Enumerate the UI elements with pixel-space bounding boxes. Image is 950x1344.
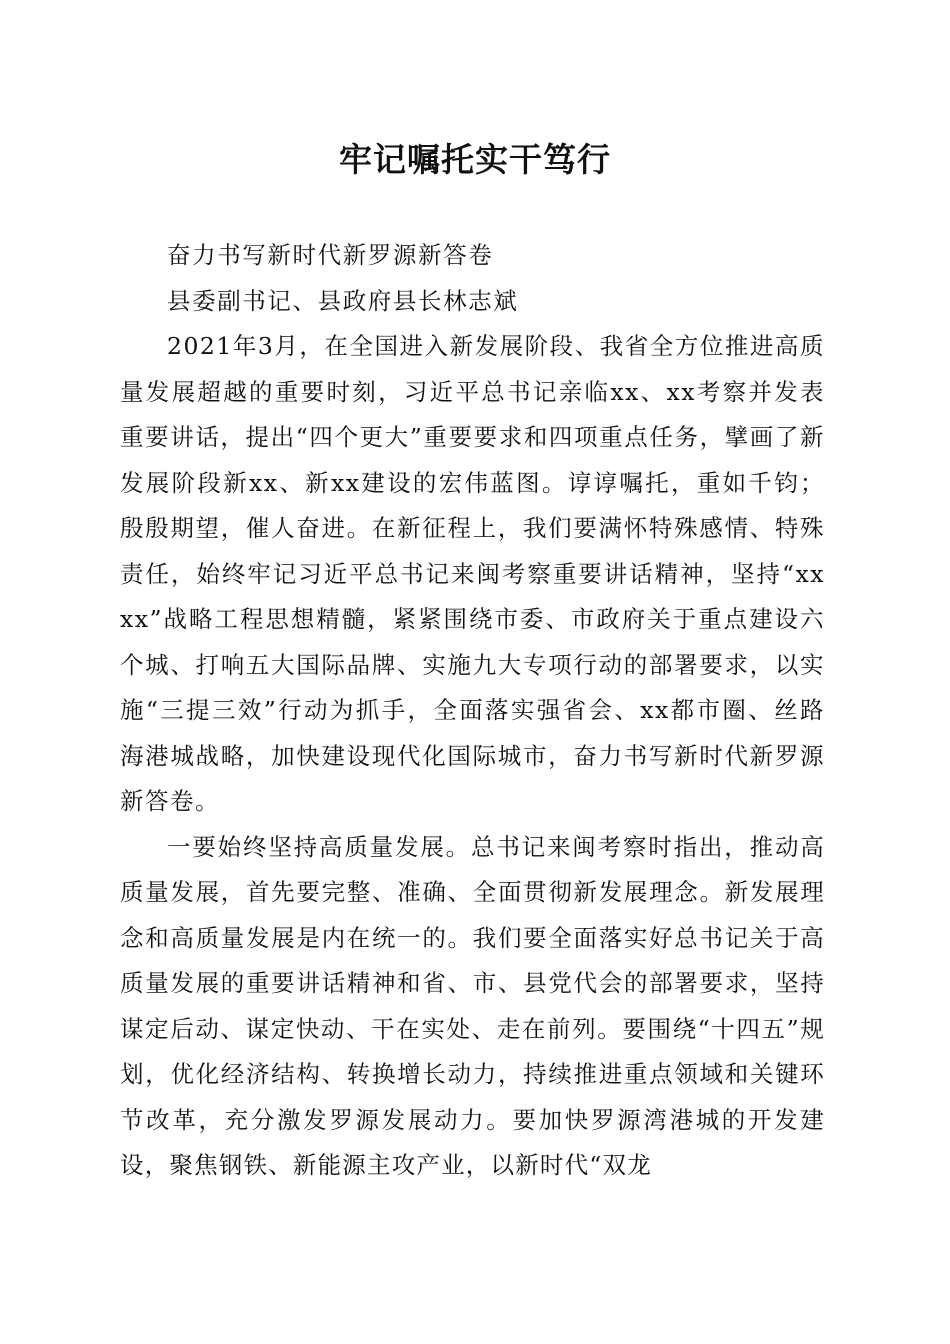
paragraph-1: 2021年3月，在全国进入新发展阶段、我省全方位推进高质量发展超越的重要时刻，习近平总书记亲临xx、xx考察并发表重要讲话，提出“四个更大”重要要求和四项重点任务，擘画了新发展阶段新xx、新xx建设的宏伟蓝图。谆谆嘱托，重如千钧；殷殷期望，催人奋进。在新征程上，我们要满怀特殊感情、特殊责任，始终牢记习近平总书记来闽考察重要讲话精神，坚持“xxxx”战略工程思想精髓，紧紧围绕市委、市政府关于重点建设六个城、打响五大国际品牌、实施九大专项行动的部署要求，以实施“三提三效”行动为抓手，全面落实强省会、xx都市圈、丝路海港城战略，加快建设现代化国际城市，奋力书写新时代新罗源新答卷。 <box>120 332 825 815</box>
subtitle-line: 奋力书写新时代新罗源新答卷 <box>167 241 494 269</box>
paragraph-2: 一要始终坚持高质量发展。总书记来闽考察时指出，推动高质量发展，首先要完整、准确、全面贯彻新发展理念。新发展理念和高质量发展是内在统一的。我们要全面落实好总书记关于高质量发展的重要讲话精神和省、市、县党代会的部署要求，坚持谋定后动、谋定快动、干在实处、走在前列。要围绕“十四五”规划，优化经济结构、转换增长动力，持续推进重点领域和关键环节改革，充分激发罗源发展动力。要加快罗源湾港城的开发建设，聚焦钢铁、新能源主攻产业，以新时代“双龙 <box>120 832 825 1179</box>
author-line: 县委副书记、县政府县长林志斌 <box>167 286 519 315</box>
document-title: 牢记嘱托实干笃行 <box>339 140 611 179</box>
document-body <box>120 233 825 1189</box>
